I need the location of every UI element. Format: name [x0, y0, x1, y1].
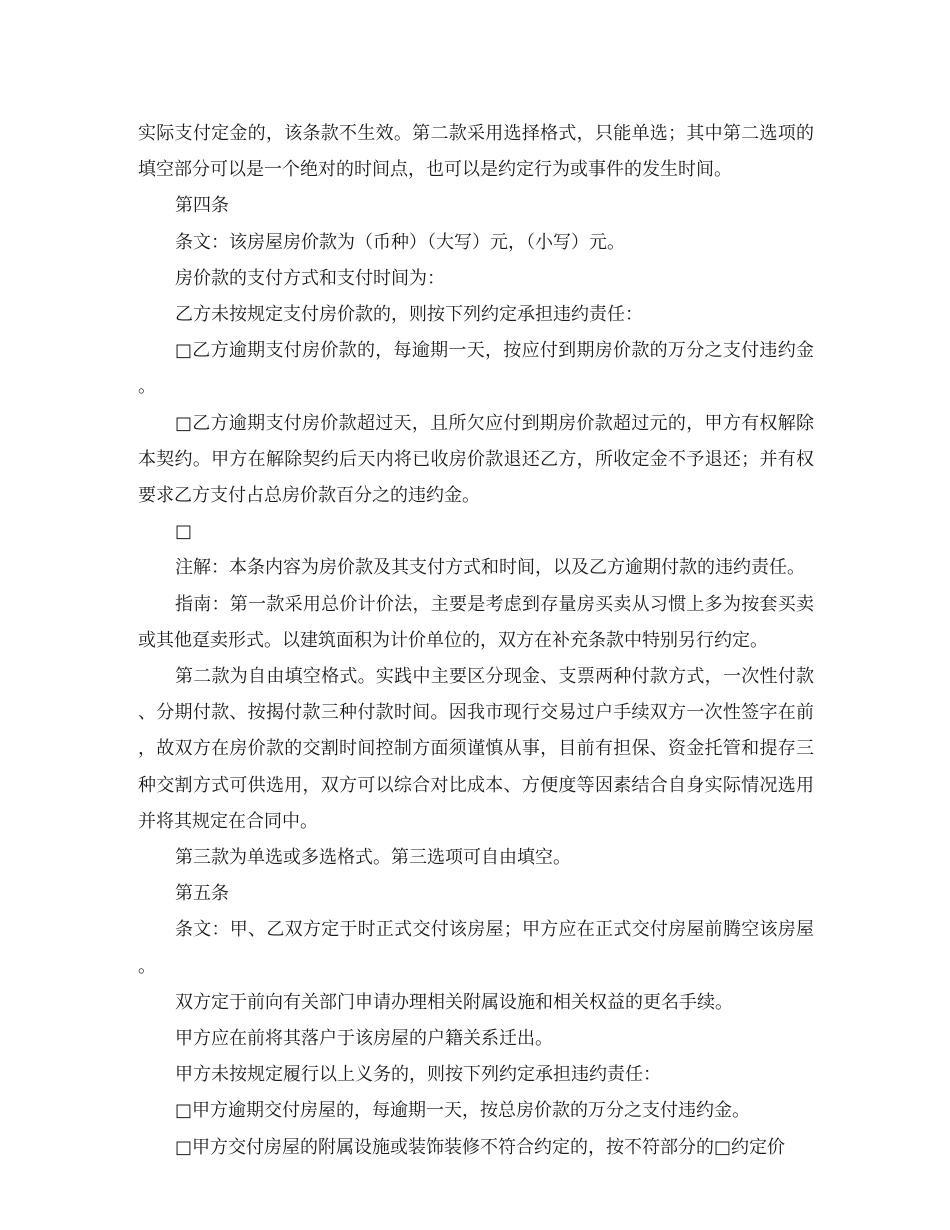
paragraph-11: 第二款为自由填空格式。实践中主要区分现金、支票两种付款方式，一次性付款、分期付款、按揭付款三种付款时间。因我市现行交易过户手续双方一次性签字在前，故双方在房价款的交割时间控制方面须谨慎从事，目前有担保、资金托管和提存三种交割方式可供选用，双方可以综合对比成本、方便度等因素结合自身实际情况选用并将其规定在合同中。 [138, 666, 814, 832]
paragraph-16: 甲方应在前将其落户于该房屋的户籍关系迁出。 [175, 1028, 553, 1050]
paragraph-2: 第四条 [175, 195, 229, 217]
paragraph-14: 条文：甲、乙双方定于时正式交付该房屋；甲方应在正式交付房屋前腾空该房屋。 [138, 919, 814, 977]
paragraph-9: 注解：本条内容为房价款及其支付方式和时间，以及乙方逾期付款的违约责任。 [175, 557, 805, 579]
paragraph-17: 甲方未按规定履行以上义务的，则按下列约定承担违约责任： [175, 1064, 661, 1086]
paragraph-7: □乙方逾期支付房价款超过天，且所欠应付到期房价款超过元的，甲方有权解除本契约。甲方在解除契约后天内将已收房价款退还乙方，所收定金不予退还；并有权要求乙方支付占总房价款百分之的违约金。 [138, 412, 814, 507]
paragraph-12: 第三款为单选或多选格式。第三选项可自由填空。 [175, 847, 571, 869]
paragraph-4: 房价款的支付方式和支付时间为： [175, 267, 445, 289]
document-body [138, 116, 814, 1166]
paragraph-8: □ [175, 521, 193, 543]
paragraph-6: □乙方逾期支付房价款的，每逾期一天，按应付到期房价款的万分之支付违约金。 [138, 340, 814, 398]
paragraph-18: □甲方逾期交付房屋的，每逾期一天，按总房价款的万分之支付违约金。 [175, 1100, 751, 1122]
paragraph-5: 乙方未按规定支付房价款的，则按下列约定承担违约责任： [175, 304, 643, 326]
paragraph-19: □甲方交付房屋的附属设施或装饰装修不符合约定的，按不符部分的□约定价 [175, 1136, 786, 1158]
paragraph-13: 第五条 [175, 883, 229, 905]
paragraph-1: 实际支付定金的，该条款不生效。第二款采用选择格式，只能单选；其中第二选项的填空部分可以是一个绝对的时间点，也可以是约定行为或事件的发生时间。 [138, 123, 814, 181]
paragraph-15: 双方定于前向有关部门申请办理相关附属设施和相关权益的更名手续。 [175, 991, 733, 1013]
paragraph-3: 条文：该房屋房价款为（币种）（大写）元，（小写）元。 [175, 231, 625, 253]
paragraph-10: 指南：第一款采用总价计价法，主要是考虑到存量房买卖从习惯上多为按套买卖或其他趸卖形式。以建筑面积为计价单位的，双方在补充条款中特别另行约定。 [138, 593, 814, 651]
